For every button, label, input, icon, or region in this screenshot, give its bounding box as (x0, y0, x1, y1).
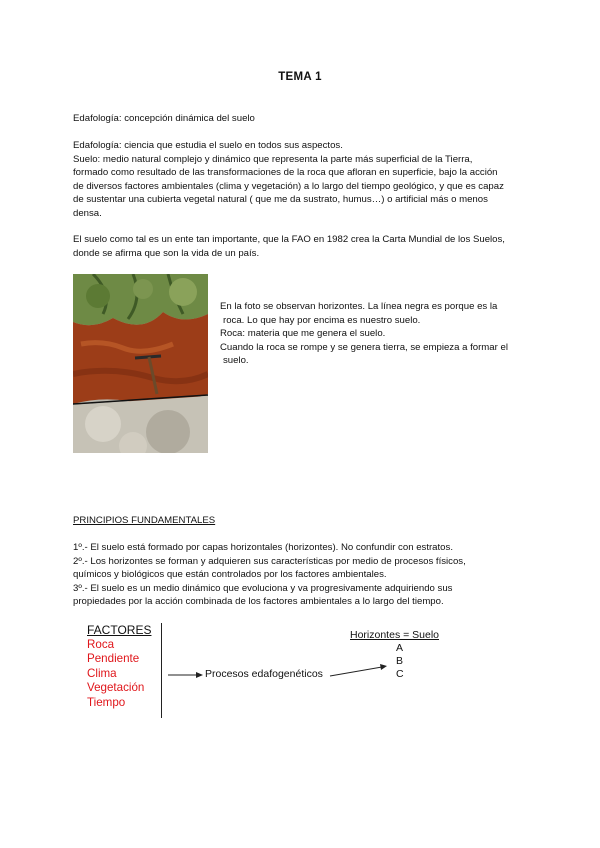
principle-line: químicos y biológicos que están controlados por los factores ambientales. (73, 569, 387, 581)
principle-line: 3º.- El suelo es un medio dinámico que evoluciona y va progresivamente adquiriendo sus (73, 582, 453, 594)
caption-line: Cuando la roca se rompe y se genera tierra, se empieza a formar el (220, 341, 508, 353)
definition-line: formado como resultado de las transformaciones de la roca que afloran en superficie, bajo la acción (73, 167, 498, 179)
definition-line: Suelo: medio natural complejo y dinámico que representa la parte más superficial de la Tierra, (73, 153, 473, 165)
principle-line: propiedades por la acción combinada de los factores ambientales a lo largo del tiempo. (73, 596, 444, 608)
soil-profile-photo (73, 274, 208, 453)
horizons-list (396, 642, 404, 681)
horizon-item: B (396, 655, 404, 667)
factor-item: Vegetación (87, 681, 145, 695)
fao-paragraph (73, 233, 533, 260)
factors-title: FACTORES (87, 623, 152, 637)
fao-line: donde se afirma que son la vida de un país. (73, 247, 260, 259)
arrow-right-icon (380, 664, 387, 670)
caption-line: roca. Lo que hay por encima es nuestro suelo. (223, 314, 421, 326)
arrow-right-icon (196, 672, 203, 678)
page-title: TEMA 1 (278, 71, 322, 83)
definition-line: densa. (73, 207, 102, 219)
definitions-paragraph (73, 139, 533, 221)
factor-item: Pendiente (87, 652, 140, 666)
factor-item: Clima (87, 666, 117, 680)
caption-line: suelo. (223, 355, 249, 367)
definition-line: de sustentar una cubierta vegetal natural ( que me da sustrato, humus…) o artificial más o menos (73, 194, 488, 206)
horizons-title: Horizontes = Suelo (350, 629, 440, 641)
fao-line: El suelo como tal es un ente tan importante, que la FAO en 1982 crea la Carta Mundial de los Suelos, (73, 234, 505, 245)
photo-caption (220, 300, 540, 368)
caption-line: Roca: materia que me genera el suelo. (220, 328, 386, 340)
section-subtitle: Edafología: concepción dinámica del suelo (73, 113, 255, 124)
factors-diagram (60, 620, 480, 730)
horizon-item: A (396, 642, 404, 654)
factor-item: Tiempo (87, 695, 126, 709)
process-label: Procesos edafogenéticos (205, 668, 323, 680)
definition-line: Edafología: ciencia que estudia el suelo en todos sus aspectos. (73, 140, 343, 151)
factor-item: Roca (87, 638, 115, 651)
principles-list (73, 541, 533, 609)
caption-line: En la foto se observan horizontes. La línea negra es porque es la (220, 301, 498, 312)
principles-heading: PRINCIPIOS FUNDAMENTALES (73, 515, 216, 526)
principle-line: 1º.- El suelo está formado por capas horizontales (horizontes). No confundir con estratos. (73, 542, 453, 553)
principle-line: 2º.- Los horizontes se forman y adquieren sus características por medio de procesos físicos, (73, 555, 466, 567)
definition-line: de diversos factores ambientales (clima y vegetación) a lo largo del tiempo geológico, y que es capaz (73, 180, 504, 192)
horizon-item: C (396, 668, 404, 680)
